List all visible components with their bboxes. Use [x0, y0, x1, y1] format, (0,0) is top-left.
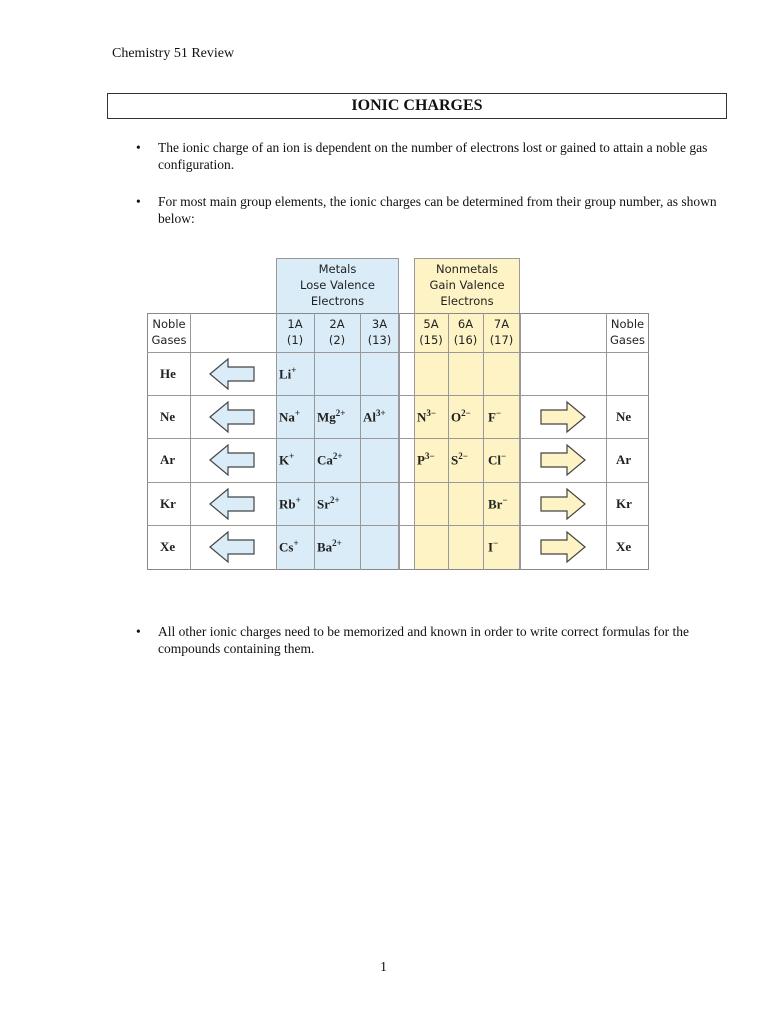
noble-gas-left: Ne: [160, 409, 176, 424]
ion-charge: 3−: [426, 408, 437, 418]
ion-cell: [417, 408, 436, 425]
header-line: Gases: [609, 333, 646, 347]
ion-charge: +: [294, 408, 301, 418]
row-divider: [147, 352, 649, 353]
ion-cell: [279, 538, 299, 555]
bullet-icon: •: [136, 624, 141, 639]
right-arrow-icon: [539, 400, 587, 434]
element-symbol: Mg: [317, 409, 336, 425]
group-number: (16): [453, 333, 478, 347]
noble-gas-right: Ne: [616, 409, 632, 424]
nonmetals-label-line: Nonmetals: [436, 262, 498, 276]
element-symbol: Ba: [317, 539, 333, 555]
col-divider: [606, 313, 607, 570]
right-arrow-icon: [539, 443, 587, 477]
ion-cell: [279, 408, 300, 425]
group-name: 3A: [371, 317, 388, 331]
group-name: 5A: [423, 317, 439, 331]
col-divider: [314, 313, 315, 570]
ion-charge: −: [495, 408, 502, 418]
ion-cell: [317, 451, 343, 468]
element-symbol: K: [279, 452, 290, 468]
group-name: 1A: [287, 317, 303, 331]
metals-label-line: Electrons: [310, 294, 365, 308]
group-header: [314, 316, 360, 348]
ion-charge: −: [502, 495, 508, 505]
left-arrow-icon: [208, 530, 256, 564]
ion-charge: +: [295, 495, 301, 505]
ion-charge: +: [289, 451, 295, 461]
group-number: (15): [419, 333, 443, 347]
group-header: [483, 316, 520, 348]
bullet-text: All other ionic charges need to be memorized and known in order to write correct formulas for the compounds containing them.: [158, 624, 689, 656]
group-number: (17): [489, 333, 514, 347]
ion-cell: [488, 408, 501, 425]
ion-charge: 2+: [332, 538, 342, 548]
ion-cell: [363, 408, 386, 425]
element-symbol: S: [451, 452, 459, 468]
metals-label-line: Metals: [318, 262, 357, 276]
ion-charge: 2+: [330, 495, 340, 505]
ion-cell: [317, 495, 340, 512]
bullet-text: For most main group elements, the ionic charges can be determined from their group number, as shown below:: [158, 194, 717, 226]
group-header: [276, 316, 314, 348]
group-name: 2A: [329, 317, 345, 331]
noble-gases-header-right: [606, 316, 649, 348]
ion-cell: [279, 365, 296, 382]
metals-label: [276, 261, 399, 309]
element-symbol: N: [417, 409, 427, 425]
left-arrow-icon: [208, 357, 256, 391]
group-number: (13): [367, 333, 392, 347]
element-symbol: Rb: [279, 496, 296, 512]
col-divider: [520, 313, 521, 570]
ion-charge: +: [293, 538, 299, 548]
row-divider: [147, 482, 649, 483]
element-symbol: P: [417, 452, 425, 468]
page-header: Chemistry 51 Review: [112, 46, 235, 61]
element-symbol: Na: [279, 409, 295, 425]
noble-gas-right: Ar: [616, 452, 632, 467]
col-divider: [360, 313, 361, 570]
element-symbol: Ca: [317, 452, 333, 468]
bullet-icon: •: [136, 194, 141, 209]
element-symbol: Al: [363, 409, 376, 425]
group-header: [448, 316, 483, 348]
element-symbol: Br: [488, 496, 503, 512]
element-symbol: I: [488, 539, 494, 555]
group-name: 6A: [457, 317, 474, 331]
col-divider: [399, 313, 400, 570]
element-symbol: Cs: [279, 539, 294, 555]
ion-cell: [451, 408, 471, 425]
header-line: Noble: [152, 317, 186, 331]
ion-charge: −: [493, 538, 499, 548]
col-divider: [414, 313, 415, 570]
left-arrow-icon: [208, 487, 256, 521]
right-arrow-icon: [539, 530, 587, 564]
group-header: [414, 316, 448, 348]
element-symbol: F: [488, 409, 496, 425]
right-arrow-icon: [539, 487, 587, 521]
nonmetals-label-line: Electrons: [440, 294, 494, 308]
group-header: [360, 316, 399, 348]
header-line: Gases: [151, 333, 187, 347]
metals-label-line: Lose Valence: [300, 278, 375, 292]
bullet-icon: •: [136, 140, 141, 155]
col-divider: [190, 313, 191, 570]
col-divider: [483, 313, 484, 570]
left-arrow-icon: [208, 443, 256, 477]
ion-cell: [417, 451, 435, 468]
col-divider: [448, 313, 449, 570]
group-number: (2): [328, 333, 346, 347]
row-divider: [147, 395, 649, 396]
row-divider: [147, 525, 649, 526]
noble-gas-left: Kr: [160, 496, 176, 511]
ion-cell: [317, 538, 342, 555]
noble-gas-left: Xe: [160, 539, 176, 554]
noble-gas-right: Kr: [616, 496, 632, 511]
ion-charge: −: [501, 451, 507, 461]
ion-cell: [488, 451, 506, 468]
noble-gas-left: He: [160, 366, 176, 381]
ion-charge: 2−: [461, 408, 471, 418]
ion-charge: 2+: [335, 408, 346, 418]
ion-cell: [317, 408, 345, 425]
noble-gas-right: Xe: [616, 539, 632, 554]
noble-gas-left: Ar: [160, 452, 176, 467]
group-name: 7A: [493, 317, 510, 331]
element-symbol: O: [451, 409, 462, 425]
element-symbol: Li: [279, 366, 292, 382]
ion-charge: +: [291, 365, 297, 375]
ion-cell: [488, 495, 508, 512]
ion-cell: [279, 495, 301, 512]
element-symbol: Cl: [488, 452, 501, 468]
nonmetals-label-line: Gain Valence: [429, 278, 505, 292]
page-title: IONIC CHARGES: [107, 93, 727, 119]
col-divider: [276, 313, 277, 570]
ion-charge: 2+: [332, 451, 343, 461]
left-arrow-icon: [208, 400, 256, 434]
ion-charge: 3−: [424, 451, 435, 461]
nonmetals-label: [414, 261, 520, 309]
page-number: 1: [380, 960, 387, 975]
group-number: (1): [286, 333, 304, 347]
ion-charge: 2−: [458, 451, 468, 461]
bullet-text: The ionic charge of an ion is dependent on the number of electrons lost or gained to attain a noble gas configuration.: [158, 140, 708, 172]
noble-gases-header-left: [148, 316, 190, 348]
header-line: Noble: [610, 317, 645, 331]
element-symbol: Sr: [317, 496, 330, 512]
ion-cell: [279, 451, 294, 468]
ion-charge: 3+: [376, 408, 386, 418]
ion-cell: [451, 451, 468, 468]
row-divider: [147, 438, 649, 439]
ion-cell: [488, 538, 498, 555]
